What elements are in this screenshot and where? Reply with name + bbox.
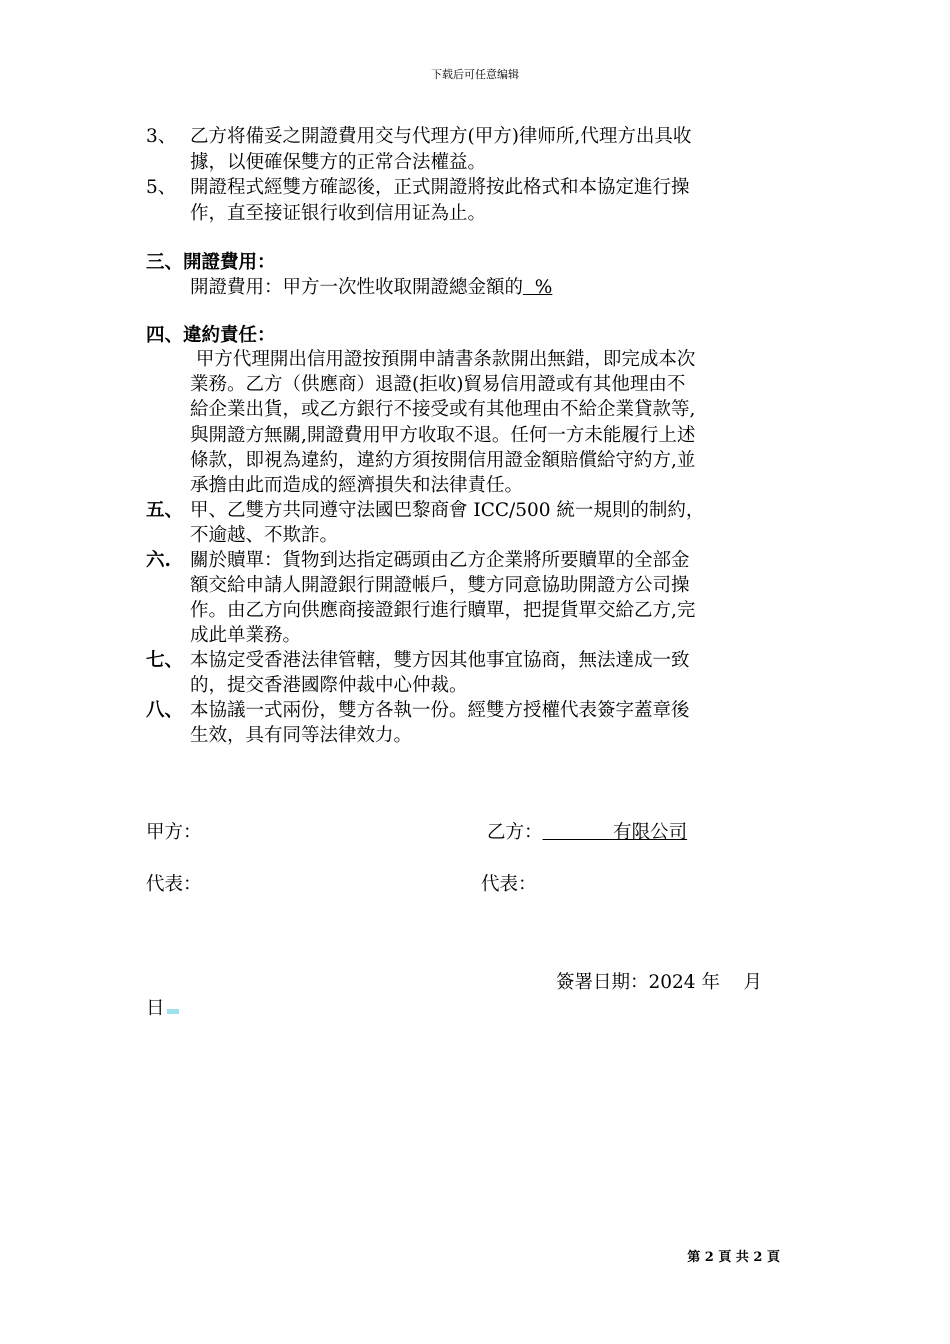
clause-five-line-2: 不逾越、不欺詐。 <box>190 525 339 546</box>
clause-3-line-1: 乙方将備妥之開證費用交与代理方(甲方)律师所,代理方出具收 <box>190 126 692 147</box>
page-number-footer: 第 2 頁 共 2 頁 <box>687 1250 780 1265</box>
clause-six-line-2: 額交給申請人開證銀行開證帳戶，雙方同意協助開證方公司操 <box>190 575 690 596</box>
clause-eight-line-2: 生效，具有同等法律效力。 <box>190 725 413 746</box>
clause-3-number: 3、 <box>146 126 177 147</box>
text-cursor-icon <box>167 1009 179 1014</box>
clause-five-line-1: 甲、乙雙方共同遵守法國巴黎商會 ICC/500 統一規則的制約， <box>190 500 705 521</box>
section-3-text-prefix: 開證費用：甲方一次性收取開證總金額的 <box>190 277 524 298</box>
percentage-blank: % <box>523 277 553 298</box>
clause-5-line-2: 作，直至接证银行收到信用证為止。 <box>190 203 487 224</box>
signing-day-label: 日 <box>146 998 165 1019</box>
clause-seven-line-2: 的，提交香港國際仲裁中心仲裁。 <box>190 675 468 696</box>
section-4-line-2: 業務。乙方（供應商）退證(拒收)貿易信用證或有其他理由不 <box>190 374 686 395</box>
clause-5-number: 5、 <box>146 177 177 198</box>
clause-six-line-4: 成此单業務。 <box>190 625 302 646</box>
section-4-line-3: 給企業出貨，或乙方銀行不接受或有其他理由不給企業貸款等, <box>190 399 696 420</box>
party-b-block <box>487 820 687 846</box>
section-3-heading: 三、開證費用： <box>146 252 276 273</box>
section-4-line-1: 甲方代理開出信用證按預開申請書条款開出無錯，即完成本次 <box>190 349 696 370</box>
section-3-text <box>190 275 552 301</box>
party-b-label: 乙方： <box>487 822 543 843</box>
clause-5-line-1: 開證程式經雙方確認後，正式開證將按此格式和本協定進行操 <box>190 177 690 198</box>
clause-five-number: 五、 <box>146 500 184 521</box>
clause-seven-line-1: 本協定受香港法律管轄，雙方因其他事宜協商，無法達成一致 <box>190 650 690 671</box>
section-4-line-5: 條款，即視為違約，違約方須按開信用證金額賠償給守約方,並 <box>190 450 696 471</box>
clause-seven-number: 七、 <box>146 650 184 671</box>
section-4-line-4: 與開證方無關,開證費用甲方收取不退。任何一方未能履行上述 <box>190 425 696 446</box>
party-a-label: 甲方： <box>146 822 202 843</box>
signing-date-line: 簽署日期：2024 年 月 <box>556 972 762 993</box>
clause-eight-number: 八、 <box>146 700 184 721</box>
clause-six-line-1: 關於贖單：貨物到达指定碼頭由乙方企業將所要贖單的全部金 <box>190 550 690 571</box>
clause-eight-line-1: 本協議一式兩份，雙方各執一份。經雙方授權代表簽字蓋章後 <box>190 700 690 721</box>
section-4-heading: 四、違約責任： <box>146 325 276 346</box>
page-header: 下载后可任意编辑 <box>431 68 519 81</box>
clause-six-number: 六. <box>146 550 171 571</box>
rep-b-label: 代表： <box>481 874 537 895</box>
section-4-line-6: 承擔由此而造成的經濟損失和法律責任。 <box>190 475 524 496</box>
clause-six-line-3: 作。由乙方向供應商接證銀行進行贖單，把提貨單交給乙方,完 <box>190 600 696 621</box>
signing-day-line <box>146 996 179 1022</box>
clause-3-line-2: 據，以便確保雙方的正常合法權益。 <box>190 152 487 173</box>
party-b-company-blank: 有限公司 <box>542 822 688 843</box>
rep-a-label: 代表： <box>146 874 202 895</box>
